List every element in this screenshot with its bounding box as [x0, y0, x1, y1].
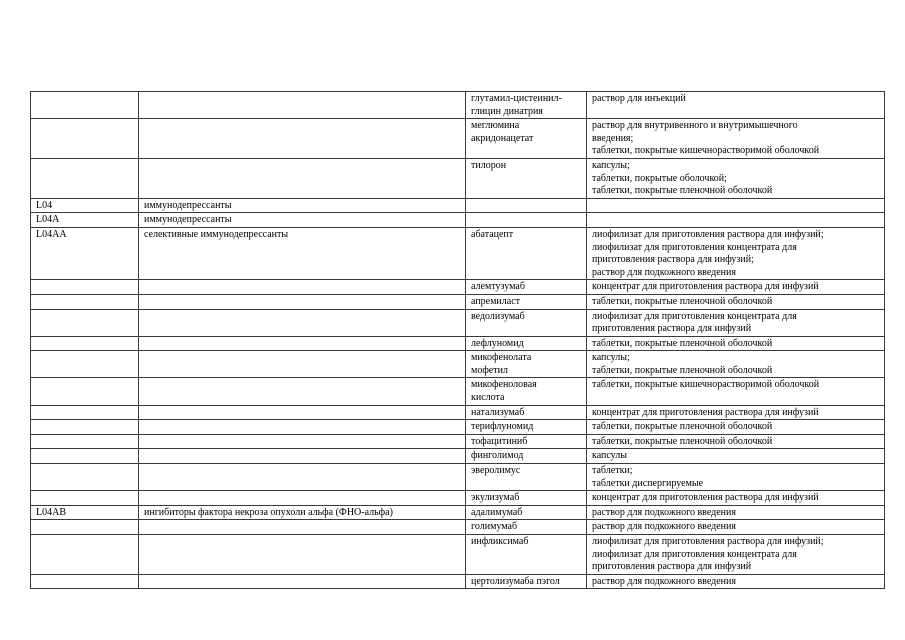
- drug-name-cell: [466, 92, 587, 119]
- atc-code-cell: [31, 405, 139, 420]
- dosage-form-cell: [587, 119, 885, 159]
- atc-group-cell: [139, 491, 466, 506]
- dosage-form-cell: [587, 280, 885, 295]
- drug-name-cell: [466, 420, 587, 435]
- atc-group-cell: [139, 158, 466, 198]
- atc-code-cell: L04AB: [31, 505, 139, 520]
- atc-code-cell: [31, 574, 139, 589]
- drug-name-cell: [466, 464, 587, 491]
- drug-name-line: мофетил: [471, 364, 508, 376]
- drug-name-line: апремиласт: [471, 295, 521, 307]
- atc-code-cell: [31, 158, 139, 198]
- atc-group-cell: [139, 336, 466, 351]
- table-row: [31, 351, 885, 378]
- dosage-form-cell: [587, 505, 885, 520]
- dosage-form-line: введения;: [592, 132, 634, 144]
- drug-name-cell: [466, 294, 587, 309]
- dosage-form-cell: [587, 378, 885, 405]
- dosage-form-line: лиофилизат для приготовления концентрата для: [592, 241, 797, 253]
- atc-group-cell: селективные иммунодепрессанты: [139, 227, 466, 279]
- drug-name-line: голимумаб: [471, 521, 518, 533]
- atc-group-cell: [139, 535, 466, 575]
- dosage-form-cell: [587, 294, 885, 309]
- drug-name-line: эверолимус: [471, 465, 521, 477]
- drug-name-cell: [466, 198, 587, 213]
- table-row: [31, 491, 885, 506]
- dosage-form-cell: [587, 491, 885, 506]
- atc-code-cell: [31, 464, 139, 491]
- drug-name-line: лефлуномид: [471, 337, 524, 349]
- dosage-form-line: лиофилизат для приготовления раствора для инфузий;: [592, 536, 824, 547]
- drug-name-line: микофеноловая: [471, 379, 537, 391]
- atc-code-cell: [31, 520, 139, 535]
- table-row: [31, 294, 885, 309]
- dosage-form-line: лиофилизат для приготовления раствора для инфузий;: [592, 228, 824, 240]
- drug-name-line: меглюмина: [471, 120, 520, 132]
- drug-name-cell: [466, 535, 587, 575]
- dosage-form-line: раствор для подкожного введения: [592, 506, 736, 518]
- atc-code-cell: [31, 309, 139, 336]
- drug-name-line: адалимумаб: [471, 506, 523, 518]
- drug-name-line: финголимод: [471, 450, 524, 462]
- table-row: [31, 213, 885, 228]
- atc-code-cell: L04AA: [31, 227, 139, 279]
- atc-group-cell: [139, 294, 466, 309]
- dosage-form-line: таблетки, покрытые пленочной оболочкой: [592, 364, 773, 376]
- dosage-form-line: раствор для подкожного введения: [592, 266, 736, 278]
- table-row: [31, 198, 885, 213]
- table-row: [31, 420, 885, 435]
- drug-name-cell: [466, 449, 587, 464]
- dosage-form-cell: [587, 213, 885, 228]
- drug-name-line: натализумаб: [471, 406, 525, 418]
- drug-name-cell: [466, 378, 587, 405]
- atc-code-cell: [31, 378, 139, 405]
- dosage-form-cell: [587, 464, 885, 491]
- dosage-form-line: лиофилизат для приготовления концентрата для: [592, 310, 797, 322]
- atc-code-cell: [31, 119, 139, 159]
- dosage-form-cell: [587, 309, 885, 336]
- atc-code-cell: [31, 92, 139, 119]
- atc-code-cell: [31, 280, 139, 295]
- atc-group-cell: иммунодепрессанты: [139, 213, 466, 228]
- drug-name-cell: [466, 351, 587, 378]
- dosage-form-line: раствор для инъекций: [592, 93, 686, 104]
- drug-name-line: тилорон: [471, 159, 507, 171]
- atc-group-cell: [139, 420, 466, 435]
- dosage-form-cell: [587, 535, 885, 575]
- drug-name-line: алемтузумаб: [471, 281, 525, 293]
- dosage-form-cell: [587, 227, 885, 279]
- dosage-form-cell: [587, 520, 885, 535]
- dosage-form-cell: [587, 405, 885, 420]
- dosage-form-line: капсулы: [592, 450, 627, 462]
- table-row: [31, 92, 885, 119]
- dosage-form-cell: [587, 158, 885, 198]
- table-row: [31, 378, 885, 405]
- dosage-form-cell: [587, 336, 885, 351]
- table-row: [31, 434, 885, 449]
- drug-name-cell: [466, 505, 587, 520]
- atc-group-cell: [139, 92, 466, 119]
- dosage-form-cell: [587, 574, 885, 589]
- dosage-form-line: таблетки, покрытые оболочкой;: [592, 172, 727, 184]
- atc-group-cell: [139, 464, 466, 491]
- table-row: [31, 405, 885, 420]
- drug-name-line: тофацитиниб: [471, 435, 528, 447]
- dosage-form-line: таблетки, покрытые пленочной оболочкой: [592, 185, 773, 197]
- drug-name-line: глутамил-цистеинил-: [471, 93, 562, 104]
- dosage-form-cell: [587, 92, 885, 119]
- drug-name-line: экулизумаб: [471, 492, 520, 504]
- drug-name-cell: [466, 434, 587, 449]
- drug-name-cell: [466, 491, 587, 506]
- dosage-form-line: приготовления раствора для инфузий: [592, 561, 752, 573]
- dosage-form-line: капсулы;: [592, 159, 630, 171]
- atc-group-cell: [139, 378, 466, 405]
- drug-name-line: терифлуномид: [471, 421, 534, 433]
- drug-name-line: микофенолата: [471, 352, 532, 364]
- dosage-form-cell: [587, 198, 885, 213]
- atc-code-cell: [31, 420, 139, 435]
- table-row: [31, 574, 885, 589]
- dosage-form-line: концентрат для приготовления раствора для инфузий: [592, 281, 819, 293]
- atc-code-cell: [31, 491, 139, 506]
- drug-name-cell: [466, 405, 587, 420]
- drug-name-line: абатацепт: [471, 228, 514, 240]
- atc-code-cell: [31, 434, 139, 449]
- dosage-form-line: таблетки, покрытые кишечнорастворимой оболочкой: [592, 379, 820, 391]
- dosage-form-line: таблетки, покрытые пленочной оболочкой: [592, 435, 773, 447]
- dosage-form-line: раствор для подкожного введения: [592, 575, 736, 587]
- table-row: [31, 464, 885, 491]
- atc-code-cell: [31, 294, 139, 309]
- drug-name-line: глицин динатрия: [471, 105, 543, 117]
- atc-group-cell: иммунодепрессанты: [139, 198, 466, 213]
- drug-name-line: цертолизумаба пэгол: [471, 575, 560, 587]
- dosage-form-line: концентрат для приготовления раствора для инфузий: [592, 492, 819, 504]
- table-row: [31, 119, 885, 159]
- dosage-form-line: таблетки;: [592, 465, 633, 477]
- atc-group-cell: [139, 280, 466, 295]
- dosage-form-line: таблетки, покрытые пленочной оболочкой: [592, 337, 773, 349]
- drug-name-cell: [466, 119, 587, 159]
- drug-name-line: акридонацетат: [471, 132, 534, 144]
- dosage-form-cell: [587, 434, 885, 449]
- table-row: [31, 505, 885, 520]
- dosage-form-line: концентрат для приготовления раствора для инфузий: [592, 406, 819, 418]
- dosage-form-line: раствор для подкожного введения: [592, 521, 736, 533]
- drug-name-cell: [466, 213, 587, 228]
- atc-group-cell: [139, 351, 466, 378]
- atc-code-cell: L04A: [31, 213, 139, 228]
- atc-group-cell: [139, 520, 466, 535]
- dosage-form-cell: [587, 449, 885, 464]
- table-row: [31, 449, 885, 464]
- dosage-form-line: лиофилизат для приготовления концентрата для: [592, 548, 797, 560]
- table-row: [31, 336, 885, 351]
- table-row: [31, 520, 885, 535]
- table-row: [31, 535, 885, 575]
- drug-name-cell: [466, 336, 587, 351]
- dosage-form-line: таблетки, покрытые пленочной оболочкой: [592, 295, 773, 307]
- dosage-form-line: таблетки, покрытые кишечнорастворимой оболочкой: [592, 145, 820, 157]
- dosage-form-line: раствор для внутривенного и внутримышечного: [592, 120, 798, 132]
- drug-name-cell: [466, 158, 587, 198]
- atc-code-cell: L04: [31, 198, 139, 213]
- dosage-form-line: приготовления раствора для инфузий: [592, 323, 752, 335]
- atc-group-cell: [139, 574, 466, 589]
- atc-group-cell: [139, 405, 466, 420]
- drug-name-line: инфликсимаб: [471, 536, 529, 547]
- drug-list-table: [30, 91, 885, 589]
- dosage-form-line: таблетки, покрытые пленочной оболочкой: [592, 421, 773, 433]
- table-body: [31, 92, 885, 589]
- atc-group-cell: [139, 309, 466, 336]
- table-row: [31, 158, 885, 198]
- drug-name-cell: [466, 309, 587, 336]
- table-row: [31, 280, 885, 295]
- dosage-form-line: таблетки диспергируемые: [592, 477, 704, 489]
- table-row: [31, 309, 885, 336]
- atc-group-cell: [139, 449, 466, 464]
- atc-group-cell: [139, 434, 466, 449]
- dosage-form-cell: [587, 420, 885, 435]
- dosage-form-cell: [587, 351, 885, 378]
- drug-name-line: кислота: [471, 392, 505, 404]
- drug-name-line: ведолизумаб: [471, 310, 525, 322]
- dosage-form-line: приготовления раствора для инфузий;: [592, 254, 754, 266]
- drug-name-cell: [466, 520, 587, 535]
- drug-name-cell: [466, 280, 587, 295]
- atc-code-cell: [31, 336, 139, 351]
- atc-code-cell: [31, 351, 139, 378]
- table-row: [31, 227, 885, 279]
- atc-code-cell: [31, 535, 139, 575]
- atc-group-cell: [139, 119, 466, 159]
- drug-name-cell: [466, 227, 587, 279]
- dosage-form-line: капсулы;: [592, 352, 630, 364]
- atc-group-cell: ингибиторы фактора некроза опухоли альфа (ФНО-альфа): [139, 505, 466, 520]
- atc-code-cell: [31, 449, 139, 464]
- drug-name-cell: [466, 574, 587, 589]
